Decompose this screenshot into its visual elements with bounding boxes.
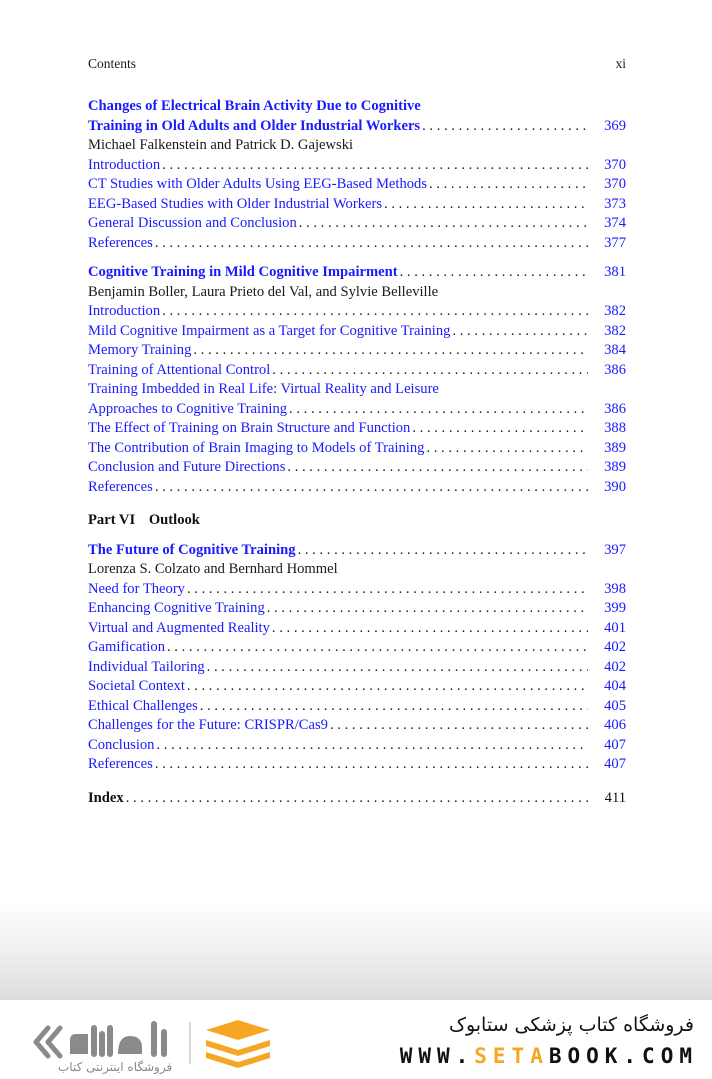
section-page[interactable]: 388: [604, 420, 626, 436]
section-page[interactable]: 390: [604, 478, 626, 495]
dot-leader: [452, 322, 588, 342]
logo-tagline: فروشگاه اینترنتی کتاب: [58, 1060, 173, 1074]
dot-leader: [187, 677, 588, 697]
part-heading: [88, 511, 626, 531]
table-of-contents: [88, 97, 626, 808]
chapter-title[interactable]: Training in Old Adults and Older Industrial Workers: [88, 117, 421, 134]
dot-leader: [267, 599, 588, 619]
section-title[interactable]: Conclusion and Future Directions: [88, 459, 286, 475]
section-entry[interactable]: [88, 361, 626, 381]
shop-name: فروشگاه کتاب پزشکی ستابوک: [448, 1014, 694, 1036]
spacer: [88, 775, 626, 789]
part-number: Part VI: [88, 512, 136, 528]
section-entry[interactable]: [88, 458, 626, 478]
section-title[interactable]: Enhancing Cognitive Training: [88, 600, 265, 616]
dot-leader: [200, 697, 588, 717]
section-entry[interactable]: [88, 195, 626, 215]
authors: Benjamin Boller, Laura Prieto del Val, and Sylvie Belleville: [88, 283, 439, 300]
dot-leader: [156, 736, 588, 756]
section-title[interactable]: Mild Cognitive Impairment as a Target for Cognitive Training: [88, 322, 451, 339]
section-entry[interactable]: [88, 716, 626, 736]
section-page[interactable]: 377: [604, 234, 626, 251]
section-entry[interactable]: [88, 302, 626, 322]
chapter-title[interactable]: Changes of Electrical Brain Activity Due to Cognitive: [88, 98, 421, 114]
dot-leader: [289, 400, 588, 420]
dot-leader: [272, 619, 588, 639]
section-title[interactable]: Ethical Challenges: [88, 697, 198, 714]
spacer: [88, 497, 626, 511]
section-entry[interactable]: [88, 619, 626, 639]
index-entry[interactable]: [88, 789, 626, 809]
section-page[interactable]: 389: [604, 439, 626, 456]
section-page[interactable]: 402: [604, 658, 626, 675]
authors: Lorenza S. Colzato and Bernhard Hommel: [88, 561, 338, 577]
section-title[interactable]: CT Studies with Older Adults Using EEG-Based Methods: [88, 176, 428, 192]
authors: Michael Falkenstein and Patrick D. Gajewski: [88, 137, 354, 153]
section-title[interactable]: Introduction: [88, 303, 161, 319]
section-entry[interactable]: [88, 658, 626, 678]
site-accent: SETA: [474, 1044, 549, 1068]
section-page[interactable]: 386: [604, 400, 626, 417]
dot-leader: [330, 716, 588, 736]
section-page[interactable]: 370: [604, 156, 626, 173]
chapter-authors: [88, 136, 626, 156]
section-entry[interactable]: [88, 341, 626, 361]
index-page[interactable]: 411: [604, 789, 626, 806]
section-entry[interactable]: [88, 677, 626, 697]
chapter-page[interactable]: 381: [604, 264, 626, 280]
section-title-line[interactable]: [88, 380, 626, 400]
spacer: [88, 531, 626, 541]
chapter-page[interactable]: 369: [604, 117, 626, 134]
section-title[interactable]: The Effect of Training on Brain Structure and Function: [88, 420, 411, 436]
running-head-title: Contents: [88, 56, 137, 71]
dot-leader: [426, 439, 588, 459]
dot-leader: [299, 214, 588, 234]
section-page[interactable]: 407: [604, 756, 626, 772]
running-head: [88, 56, 626, 72]
chapter-authors: [88, 283, 626, 303]
section-title[interactable]: Approaches to Cognitive Training: [88, 400, 288, 417]
dot-leader: [207, 658, 588, 678]
section-title[interactable]: Conclusion: [88, 736, 155, 753]
section-title[interactable]: References: [88, 478, 153, 495]
section-entry[interactable]: [88, 400, 626, 420]
section-title[interactable]: The Contribution of Brain Imaging to Models of Training: [88, 439, 425, 456]
chapter-entry[interactable]: [88, 263, 626, 283]
section-entry[interactable]: [88, 175, 626, 195]
dot-leader: [155, 478, 588, 498]
section-title[interactable]: Challenges for the Future: CRISPR/Cas9: [88, 717, 328, 733]
section-page[interactable]: 401: [604, 619, 626, 636]
section-page[interactable]: 374: [604, 215, 626, 231]
page-number: xi: [615, 56, 626, 71]
dot-leader: [422, 117, 588, 137]
section-title[interactable]: Societal Context: [88, 678, 185, 694]
section-page[interactable]: 382: [604, 322, 626, 339]
section-page[interactable]: 398: [604, 580, 626, 597]
section-title[interactable]: Training of Attentional Control: [88, 361, 271, 378]
section-title[interactable]: Individual Tailoring: [88, 658, 205, 675]
section-entry[interactable]: [88, 478, 626, 498]
section-entry[interactable]: [88, 322, 626, 342]
chapter-entry[interactable]: [88, 117, 626, 137]
section-title[interactable]: References: [88, 234, 153, 251]
index-title[interactable]: Index: [88, 789, 124, 806]
section-title[interactable]: General Discussion and Conclusion: [88, 215, 297, 231]
dot-leader: [272, 361, 588, 381]
dot-leader: [155, 755, 588, 775]
section-page[interactable]: 386: [604, 361, 626, 378]
chapter-title[interactable]: The Future of Cognitive Training: [88, 541, 296, 558]
site-prefix: WWW.: [399, 1044, 475, 1068]
chapter-page[interactable]: 397: [604, 541, 626, 558]
section-page[interactable]: 382: [604, 303, 626, 319]
section-page[interactable]: 405: [604, 697, 626, 714]
section-page[interactable]: 373: [604, 195, 626, 212]
dot-leader: [167, 638, 588, 658]
section-entry[interactable]: [88, 697, 626, 717]
dot-leader: [287, 458, 588, 478]
section-title[interactable]: EEG-Based Studies with Older Industrial Workers: [88, 195, 383, 212]
dot-leader: [187, 580, 588, 600]
spacer: [88, 253, 626, 263]
dot-leader: [193, 341, 588, 361]
website-address[interactable]: [400, 1044, 698, 1068]
section-page[interactable]: 399: [604, 600, 626, 616]
section-entry[interactable]: [88, 419, 626, 439]
section-title[interactable]: References: [88, 756, 153, 772]
section-page[interactable]: 407: [604, 736, 626, 753]
section-title[interactable]: Gamification: [88, 639, 165, 655]
section-entry[interactable]: [88, 638, 626, 658]
section-entry[interactable]: [88, 580, 626, 600]
dot-leader: [162, 302, 588, 322]
dot-leader: [155, 234, 588, 254]
section-page[interactable]: 370: [604, 176, 626, 192]
site-suffix: BOOK.COM: [548, 1044, 698, 1068]
part-title: Outlook: [148, 512, 200, 528]
dot-leader: [162, 156, 588, 176]
chapter-title[interactable]: Cognitive Training in Mild Cognitive Impairment: [88, 264, 398, 280]
section-page[interactable]: 402: [604, 639, 626, 655]
section-entry[interactable]: [88, 755, 626, 775]
section-title[interactable]: Need for Theory: [88, 580, 185, 597]
dot-leader: [384, 195, 588, 215]
dot-leader: [429, 175, 588, 195]
dot-leader: [126, 789, 588, 809]
section-entry[interactable]: [88, 156, 626, 176]
section-title[interactable]: Training Imbedded in Real Life: Virtual Reality and Leisure: [88, 381, 439, 397]
section-entry[interactable]: [88, 214, 626, 234]
section-page[interactable]: 406: [604, 717, 626, 733]
dot-leader: [298, 541, 588, 561]
section-title[interactable]: Memory Training: [88, 342, 192, 358]
section-entry[interactable]: [88, 599, 626, 619]
section-page[interactable]: 404: [604, 678, 626, 694]
section-entry[interactable]: [88, 439, 626, 459]
section-title[interactable]: Virtual and Augmented Reality: [88, 619, 270, 636]
section-page[interactable]: 389: [604, 459, 626, 475]
section-entry[interactable]: [88, 234, 626, 254]
section-entry[interactable]: [88, 736, 626, 756]
chapter-authors: [88, 560, 626, 580]
chapter-entry[interactable]: [88, 541, 626, 561]
dot-leader: [400, 263, 588, 283]
chapter-title-line[interactable]: [88, 97, 626, 117]
section-title[interactable]: Introduction: [88, 156, 161, 173]
dot-leader: [412, 419, 588, 439]
section-page[interactable]: 384: [604, 342, 626, 358]
page-shadow: [0, 900, 712, 1000]
watermark-footer: [0, 1000, 712, 1079]
